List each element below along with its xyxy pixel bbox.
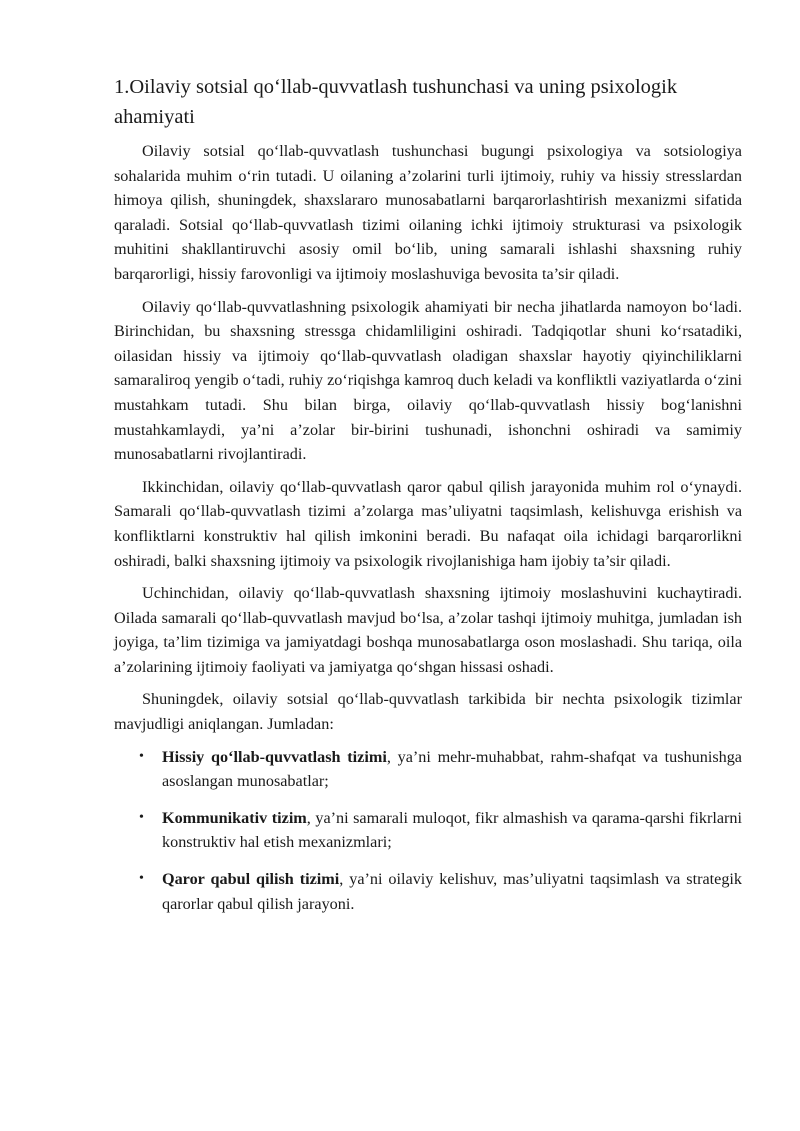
- bullet-icon: •: [139, 809, 144, 825]
- bullet-icon: •: [139, 748, 144, 764]
- document-page: [114, 72, 742, 928]
- section-heading: 1.Oilaviy sotsial qo‘llab-quvvatlash tushunchasi va uning psixologik ahamiyati: [114, 76, 678, 128]
- paragraph: Ikkinchidan, oilaviy qo‘llab-quvvatlash qaror qabul qilish jarayonida muhim rol o‘ynaydi. Samarali qo‘llab-quvvatlash tizimi a’zolarga mas’uliyatni taqsimlash, kelishuvga erishish va konfliktlarni konstruktiv hal qilish imkonini beradi. Bu nafaqat oila ichidagi barqarorlikni oshiradi, balki shaxsning ijtimoiy va psixologik rivojlanishiga ham ijobiy ta’sir qiladi.: [114, 477, 742, 570]
- paragraph: Oilaviy sotsial qo‘llab-quvvatlash tushunchasi bugungi psixologiya va sotsiologiya sohalarida muhim o‘rin tutadi. U oilaning a’zolarini turli ijtimoiy, ruhiy va hissiy stresslardan himoya qilish, shuningdek, shaxslararo munosabatlarni barqarorlashtirish mexanizmi sifatida qaraladi. Sotsial qo‘llab-quvvatlash tizimi oilaning ichki ijtimoiy strukturasi va psixologik muhitini shakllantiruvchi asosiy omil bo‘lib, uning samarali ishlashi shaxsning ruhiy barqarorligi, hissiy farovonligi va ijtimoiy moslashuviga bevosita ta’sir qiladi.: [114, 142, 742, 283]
- list-item-text: , ya’ni samarali muloqot, fikr almashish va qarama-qarshi fikrlarni konstruktiv hal etish mexanizmlari;: [162, 808, 742, 852]
- paragraph: Uchinchidan, oilaviy qo‘llab-quvvatlash shaxsning ijtimoiy moslashuvini kuchaytiradi. Oilada samarali qo‘llab-quvvatlash mavjud bo‘lsa, a’zolar tashqi ijtimoiy muhitga, jumladan ish joyiga, ta’lim tizimiga va jamiyatdagi boshqa munosabatlarga oson moslashadi. Shu tariqa, oila a’zolarining ijtimoiy faoliyati va jamiyatga qo‘shgan hissasi oshadi.: [114, 584, 742, 676]
- list-item-term: Qaror qabul qilish tizimi: [162, 870, 340, 889]
- list-item-term: Kommunikativ tizim: [162, 808, 307, 827]
- psychological-systems-list: [114, 745, 742, 917]
- list-item-text: , ya’ni mehr-muhabbat, rahm-shafqat va tushunishga asoslangan munosabatlar;: [162, 747, 742, 791]
- list-item: [114, 806, 742, 855]
- list-item-term: Hissiy qo‘llab-quvvatlash tizimi: [162, 747, 387, 766]
- paragraph: Oilaviy qo‘llab-quvvatlashning psixologik ahamiyati bir necha jihatlarda namoyon bo‘ladi. Birinchidan, bu shaxsning stressga chidamliligini oshiradi. Tadqiqotlar shuni ko‘rsatadiki, oilasidan hissiy va ijtimoiy qo‘llab-quvvatlash oladigan shaxslar hayotiy qiyinchiliklarni samaraliroq yengib o‘tadi, ruhiy zo‘riqishga kamroq duch keladi va konfliktli vaziyatlarda o‘zini mustahkam tutadi. Shu bilan birga, oilaviy qo‘llab-quvvatlash hissiy bog‘lanishni mustahkamlaydi, ya’ni a’zolar bir-birini tushunadi, ishonchni oshiradi va samimiy munosabatlarni rivojlantiradi.: [114, 297, 742, 464]
- bullet-icon: •: [139, 871, 144, 887]
- list-item: [114, 745, 742, 794]
- paragraph: Shuningdek, oilaviy sotsial qo‘llab-quvvatlash tarkibida bir nechta psixologik tizimlar mavjudligi aniqlangan. Jumladan:: [114, 690, 742, 734]
- list-item: [114, 867, 742, 916]
- list-item-text: , ya’ni oilaviy kelishuv, mas’uliyatni taqsimlash va strategik qarorlar qabul qilish jarayoni.: [162, 870, 743, 913]
